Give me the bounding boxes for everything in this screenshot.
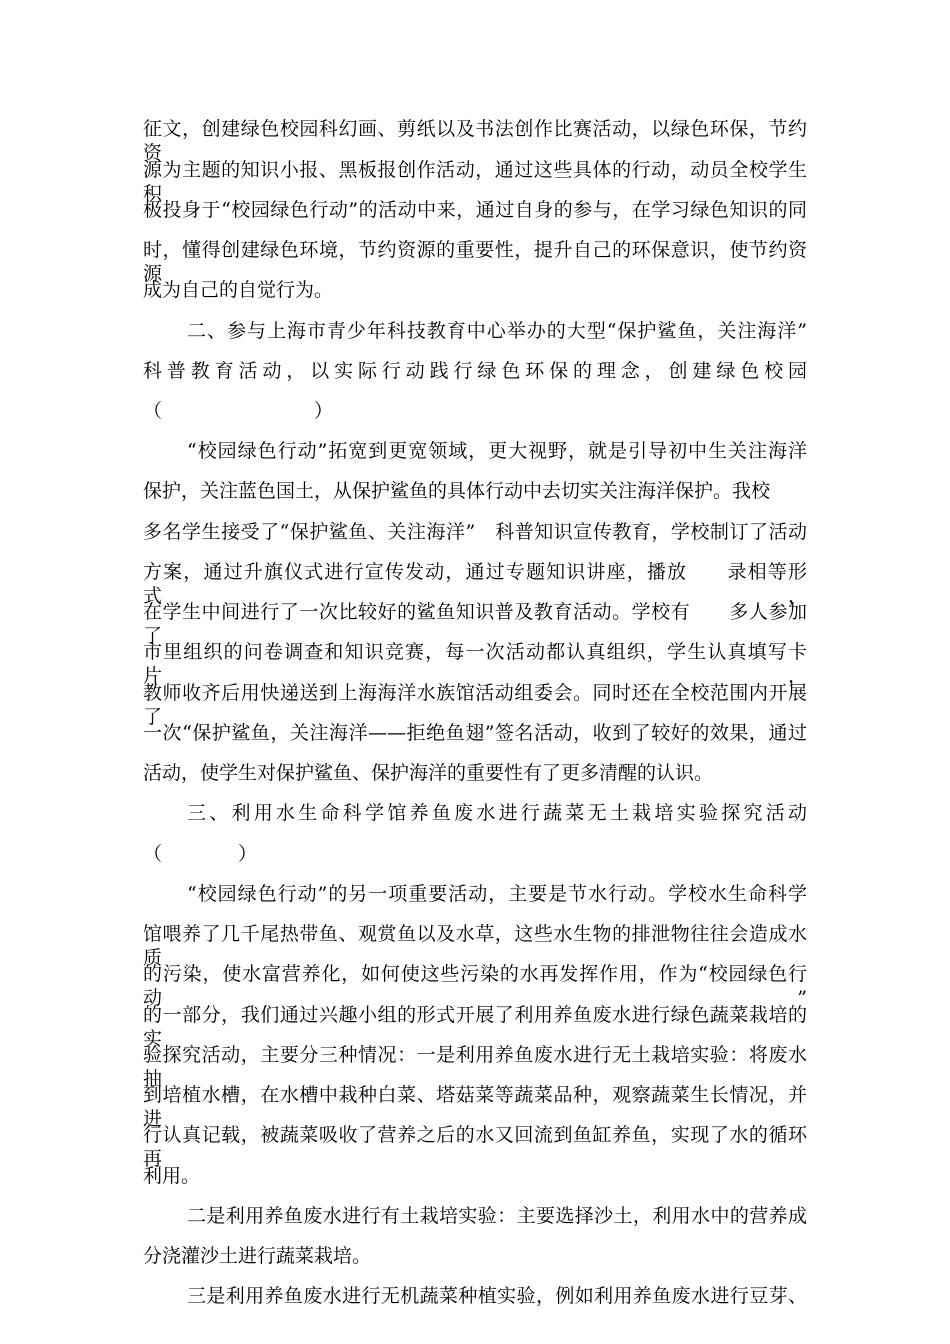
body-line: 极投身于“校园绿色行动”的活动中来，通过自身的参与，在学习绿色知识的同 xyxy=(143,199,807,221)
body-line: 成为自己的自觉行为。 xyxy=(143,279,334,301)
body-line: “校园绿色行动”的另一项重要活动，主要是节水行动。学校水生命科学 xyxy=(187,883,807,905)
body-line: 保护，关注蓝色国土，从保护鲨鱼的具体行动中去切实关注海洋保护。我校 xyxy=(143,480,771,502)
section-heading-three-paren: （ ） xyxy=(143,843,258,865)
body-line: 的一部分，我们通过兴趣小组的形式开展了利用养鱼废水进行绿色蔬菜栽培的实 xyxy=(143,1004,807,1050)
body-line: 的污染，使水富营养化，如何使这些污染的水再发挥作用，作为“校园绿色行动” xyxy=(143,963,807,1009)
section-heading-two: 二、参与上海市青少年科技教育中心举办的大型“保护鲨鱼，关注海洋” xyxy=(187,320,807,342)
body-line: 一次“保护鲨鱼，关注海洋——拒绝鱼翅”签名活动，收到了较好的效果，通过 xyxy=(143,722,807,744)
body-line: 行认真记载，被蔬菜吸收了营养之后的水又回流到鱼缸养鱼，实现了水的循环再 xyxy=(143,1124,807,1170)
body-line: 馆喂养了几千尾热带鱼、观赏鱼以及水草，这些水生物的排泄物往往会造成水质 xyxy=(143,923,807,969)
body-line: 源为主题的知识小报、黑板报创作活动，通过这些具体的行动，动员全校学生积 xyxy=(143,159,807,205)
body-line: 活动，使学生对保护鲨鱼、保护海洋的重要性有了更多清醒的认识。 xyxy=(143,762,714,784)
body-line: 利用。 xyxy=(143,1165,201,1187)
body-line: 在学生中间进行了一次比较好的鲨鱼知识普及教育活动。学校有 多人参加了 xyxy=(143,601,807,647)
section-heading-two-cont: 科普教育活动，以实际行动践行绿色环保的理念，创建绿色校园 xyxy=(143,360,807,382)
body-line: 多名学生接受了“保护鲨鱼、关注海洋” 科普知识宣传教育，学校制订了活动 xyxy=(143,521,807,543)
body-line: 征文，创建绿色校园科幻画、剪纸以及书法创作比赛活动，以绿色环保，节约资 xyxy=(143,118,807,164)
body-line: 市里组织的问卷调查和知识竞赛，每一次活动都认真组织，学生认真填写卡片， xyxy=(143,641,807,687)
body-line: 时，懂得创建绿色环境，节约资源的重要性，提升自己的环保意识，使节约资源 xyxy=(143,239,807,285)
body-line: 教师收齐后用快递送到上海海洋水族馆活动组委会。同时还在全校范围内开展了 xyxy=(143,682,807,728)
body-line: 二是利用养鱼废水进行有土栽培实验：主要选择沙土，利用水中的营养成 xyxy=(187,1205,807,1227)
body-line: 分浇灌沙土进行蔬菜栽培。 xyxy=(143,1245,372,1267)
body-line: 方案，通过升旗仪式进行宣传发动，通过专题知识讲座，播放 录相等形式， xyxy=(143,561,807,607)
section-heading-two-paren: （ ） xyxy=(143,400,334,422)
body-line: 到培植水槽，在水槽中栽种白菜、塔菇菜等蔬菜品种，观察蔬菜生长情况，并进 xyxy=(143,1084,807,1130)
body-line: 验探究活动，主要分三种情况：一是利用养鱼废水进行无土栽培实验：将废水抽 xyxy=(143,1044,807,1090)
body-line: 三是利用养鱼废水进行无机蔬菜种植实验，例如利用养鱼废水进行豆芽、 xyxy=(187,1285,807,1307)
body-line: “校园绿色行动”拓宽到更宽领域，更大视野，就是引导初中生关注海洋 xyxy=(187,440,807,462)
section-heading-three: 三、利用水生命科学馆养鱼废水进行蔬菜无土栽培实验探究活动 xyxy=(187,802,807,824)
